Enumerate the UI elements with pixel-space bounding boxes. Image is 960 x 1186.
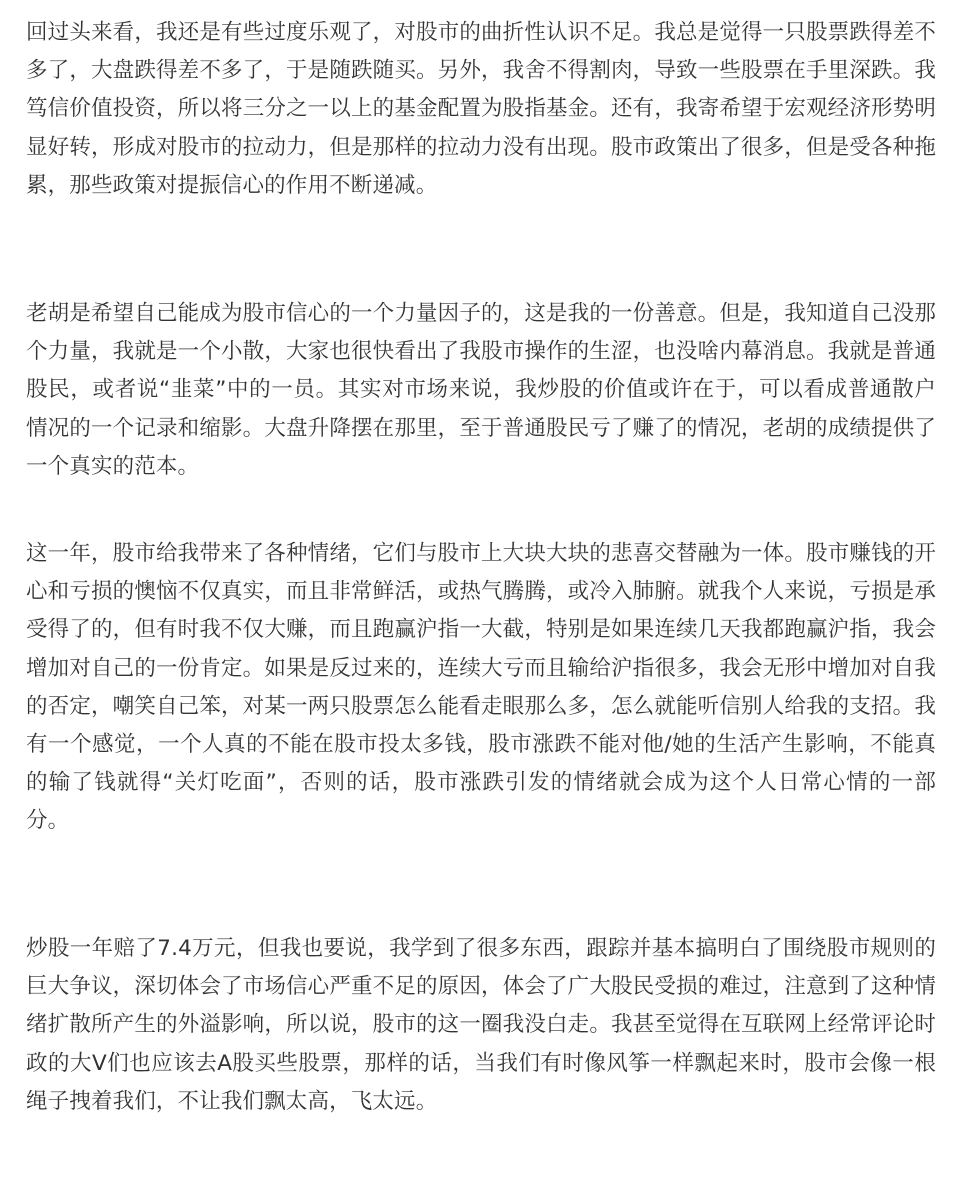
paragraph-1: 回过头来看，我还是有些过度乐观了，对股市的曲折性认识不足。我总是觉得一只股票跌得差不多了，大盘跌得差不多了，于是随跌随买。另外，我舍不得割肉，导致一些股票在手里深跌。我笃信价值投资，所以将三分之一以上的基金配置为股指基金。还有，我寄希望于宏观经济形势明显好转，形成对股市的拉动力，但是那样的拉动力没有出现。股市政策出了很多，但是受各种拖累，那些政策对提振信心的作用不断递减。 xyxy=(26,20,936,198)
paragraph-3: 这一年，股市给我带来了各种情绪，它们与股市上大块大块的悲喜交替融为一体。股市赚钱的开心和亏损的懊恼不仅真实，而且非常鲜活，或热气腾腾，或冷入肺腑。就我个人来说，亏损是承受得了的，但有时我不仅大赚，而且跑赢沪指一大截，特别是如果连续几天我都跑赢沪指，我会增加对自己的一份肯定。如果是反过来的，连续大亏而且输给沪指很多，我会无形中增加对自我的否定，嘲笑自己笨，对某一两只股票怎么能看走眼那么多，怎么就能听信别人给我的支招。我有一个感觉，一个人真的不能在股市投太多钱，股市涨跌不能对他/她的生活产生影响，不能真的输了钱就得“关灯吃面”，否则的话，股市涨跌引发的情绪就会成为这个人日常心情的一部分。 xyxy=(26,541,936,834)
paragraph-4: 炒股一年赔了7.4万元，但我也要说，我学到了很多东西，跟踪并基本搞明白了围绕股市规则的巨大争议，深切体会了市场信心严重不足的原因，体会了广大股民受损的难过，注意到了这种情绪扩散所产生的外溢影响，所以说，股市的这一圈我没白走。我甚至觉得在互联网上经常评论时政的大V们也应该去A股买些股票，那样的话，当我们有时像风筝一样飘起来时，股市会像一根绳子拽着我们，不让我们飘太高，飞太远。 xyxy=(26,936,936,1114)
paragraph-2: 老胡是希望自己能成为股市信心的一个力量因子的，这是我的一份善意。但是，我知道自己没那个力量，我就是一个小散，大家也很快看出了我股市操作的生涩，也没啥内幕消息。我就是普通股民，或者说“韭菜”中的一员。其实对市场来说，我炒股的价值或许在于，可以看成普通散户情况的一个记录和缩影。大盘升降摆在那里，至于普通股民亏了赚了的情况，老胡的成绩提供了一个真实的范本。 xyxy=(26,301,936,479)
